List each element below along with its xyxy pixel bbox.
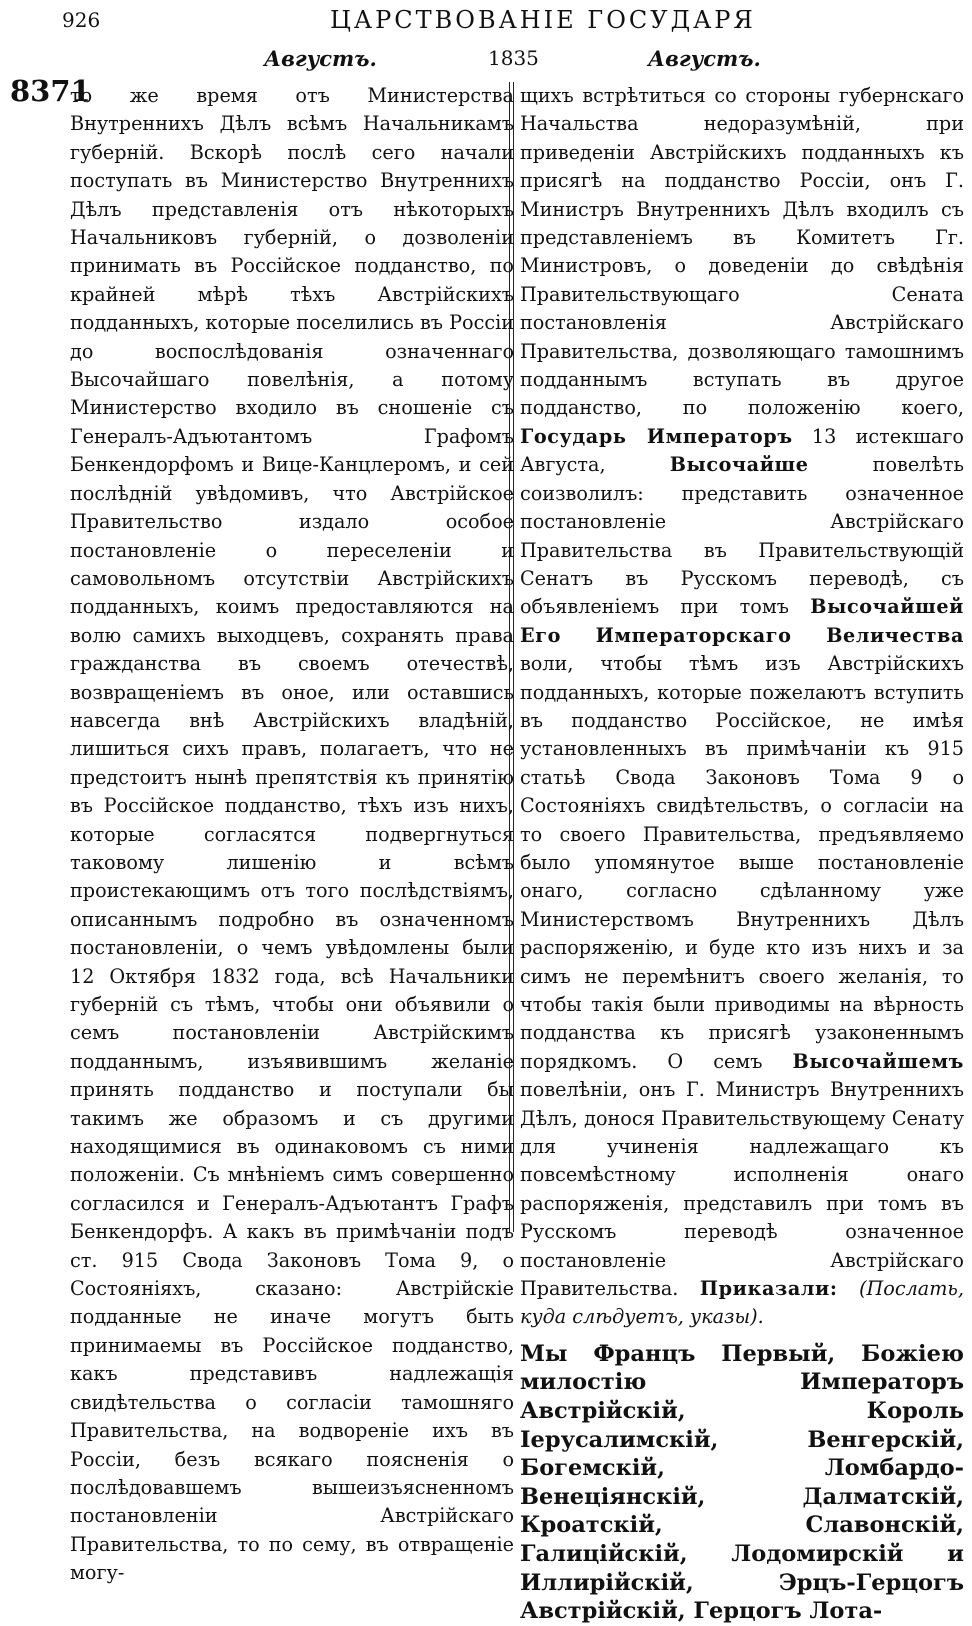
right-text-5: повелѣніи, онъ Г. Министръ Внутреннихъ Дѣлъ, донося Правительствующему Сенату для учиненія надлежащаго къ повсемѣстному исполненія онаго распоряженія, представилъ при томъ въ Русскомъ переводѣ означенное постановленіе Австрійскаго Правительства. — [520, 1078, 964, 1301]
right-emph-5: Приказали: — [699, 1277, 838, 1301]
left-column-text: то же время отъ Министерства Внутреннихъ Дѣлъ всѣмъ Начальникамъ губерній. Вскорѣ послѣ сего начали поступать въ Министерство Внутреннихъ Дѣлъ представленія отъ нѣкоторыхъ Начальниковъ губерній, о дозволеніи принимать въ Россійское подданство, по крайней мѣрѣ тѣхъ Австрійскихъ подданныхъ, которые поселились въ Россіи до воспослѣдованія означеннаго Высочайшаго повелѣнія, а потому Министерство входило въ сношеніе съ Генералъ-Адъютантомъ Графомъ Бенкендорфомъ и Вице-Канцлеромъ, и сей послѣдній увѣдомивъ, что Австрійское Правительство издало особое постановленіе о переселеніи и самовольномъ отсутствіи Австрійскихъ подданныхъ, коимъ предоставляются на волю самихъ выходцевъ, сохранять права гражданства въ своемъ отечествѣ, возвращеніемъ въ оное, или оставшись навсегда внѣ Австрійскихъ владѣній, лишиться сихъ правъ, полагаетъ, что не предстоитъ нынѣ препятствія къ принятію въ Россійское подданство, тѣхъ изъ нихъ, которые согласятся подвергнуться таковому лишенію и всѣмъ проистекающимъ отъ того послѣдствіямъ, описаннымъ подробно въ означенномъ постановленіи, о чемъ увѣдомлены были 12 Октября 1832 года, всѣ Начальники губерній съ тѣмъ, чтобы они объявили о семъ постановленіи Австрійскимъ подданнымъ, изъявившимъ желаніе принять подданство и поступали бы такимъ же образомъ и съ другими находящимися въ одинаковомъ съ ними положеніи. Съ мнѣніемъ симъ совершенно согласился и Генералъ-Адъютантъ Графъ Бенкендорфъ. А какъ въ примѣчаніи подъ ст. 915 Свода Законовъ Тома 9, о Состояніяхъ, сказано: Австрійскіе подданные не иначе могутъ быть принимаемы въ Россійское подданство, какъ представивъ надлежащія свидѣтельства о согласіи тамошняго Правительства, на водвореніе ихъ въ Россіи, безъ всякаго поясненія о послѣдовавшемъ вышеизъясненномъ постановленіи Австрійскаго Правительства, то по сему, въ отвращеніе могу- — [70, 84, 514, 1585]
left-column — [70, 82, 514, 1588]
right-text-4: воли, чтобы тѣмъ изъ Австрійскихъ подданныхъ, которые пожелаютъ вступить въ подданство Россійское, не имѣя установленныхъ въ примѣчаніи къ 915 статьѣ Свода Законовъ Тома 9 о Состояніяхъ свидѣтельствъ, о согласіи на то своего Правительства, предъявляемо было упомянутое выше постановленіе онаго, согласно сдѣланному уже Министерствомъ Внутреннихъ Дѣлъ распоряженію, и буде кто изъ нихъ и за симъ не перемѣнитъ своего желанія, то чтобы такія были приводимы на вѣрность подданства къ присягѣ узаконеннымъ порядкомъ. О семъ — [520, 652, 964, 1073]
right-emph-4: Высочайшемъ — [792, 1049, 965, 1073]
document-number: 8371 — [10, 74, 91, 108]
year: 1835 — [488, 46, 539, 70]
running-title: ЦАРСТВОВАНІЕ ГОСУДАРЯ — [330, 6, 756, 34]
right-emph-2: Высочайше — [669, 453, 809, 477]
right-column — [520, 82, 964, 1626]
right-italic-1: (Послать, куда слѣдуетъ, указы). — [520, 1277, 964, 1329]
month-left: Августъ. — [264, 46, 377, 71]
right-emph-1: Государь Императоръ — [520, 424, 793, 448]
right-text-1: щихъ встрѣтиться со стороны губернскаго Начальства недоразумѣній, при приведеніи Австрійскихъ подданныхъ къ присягѣ на подданство Россіи, онъ Г. Министръ Внутреннихъ Дѣлъ входилъ съ представленіемъ въ Комитетъ Гг. Министровъ, о доведеніи до свѣдѣнія Правительствующаго Сената постановленія Австрійскаго Правительства, дозволяющаго тамошнимъ подданнымъ вступать въ другое подданство, по положенію коего, — [520, 84, 964, 420]
right-column-body — [520, 82, 964, 1332]
right-text-3: повелѣть соизволилъ: представить означенное постановленіе Австрійскаго Правительства въ Правительствующій Сенатъ въ Русскомъ переводѣ, съ объявленіемъ при томъ — [520, 453, 964, 619]
month-right: Августъ. — [648, 46, 761, 71]
page-number: 926 — [62, 8, 101, 32]
right-text-2: 13 истекшаго Августа, — [520, 424, 964, 477]
right-emph-3: Высочайшей Его Императорскаго Величества — [520, 595, 964, 647]
decree-text: Мы Францъ Первый, Божіею милостію Императоръ Австрійскій, Король Іерусалимскій, Венгерскій, Богемскій, Ломбардо-Венеціянскій, Далматскій, Кроатскій, Славонскій, Галиційскій, Лодомирскій и Иллирійскій, Эрцъ-Герцогъ Австрійскій, Герцогъ Лота- — [520, 1340, 964, 1625]
column-divider — [509, 82, 514, 1232]
